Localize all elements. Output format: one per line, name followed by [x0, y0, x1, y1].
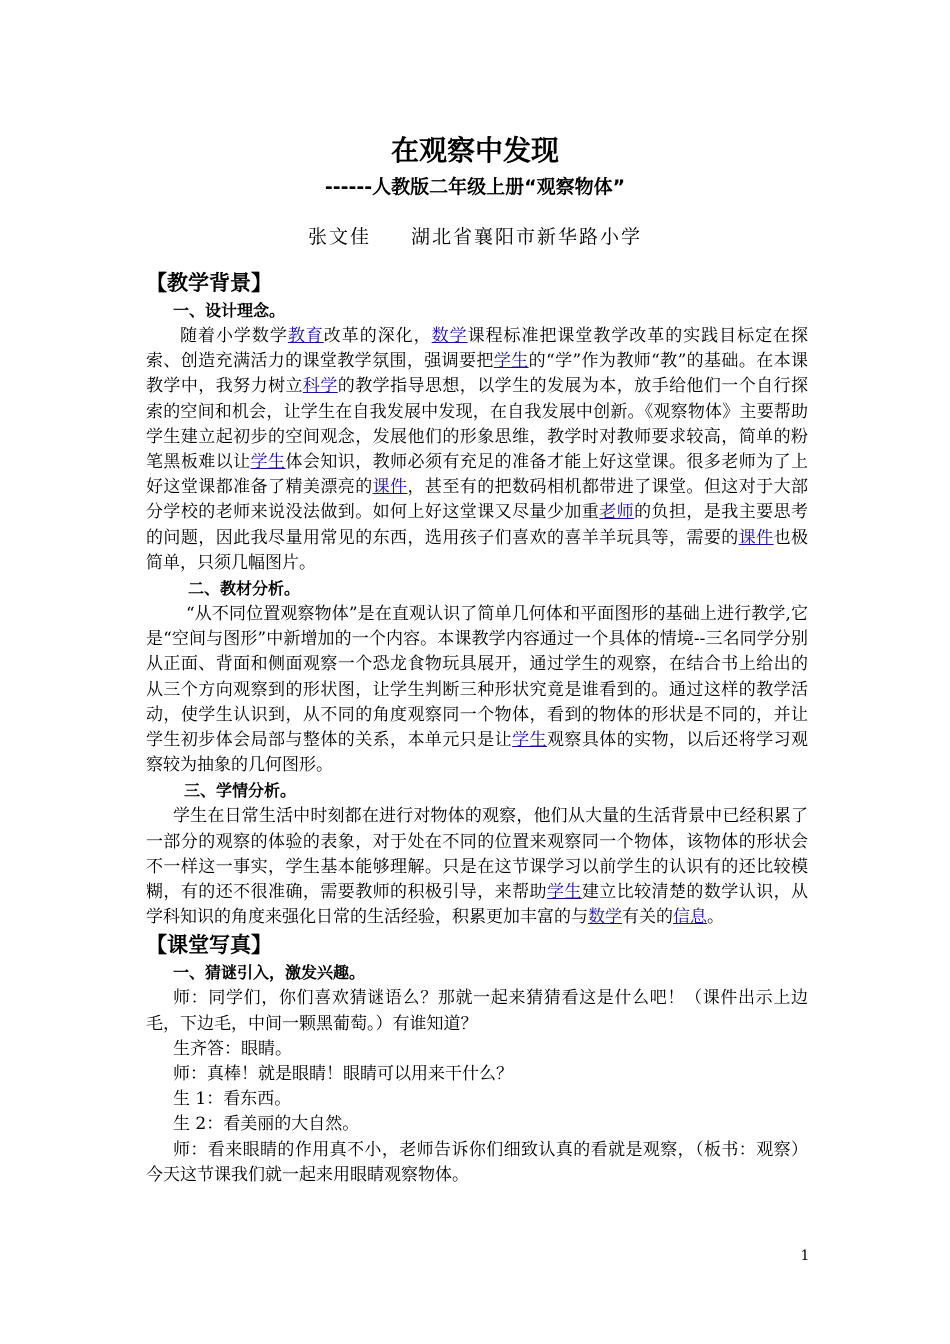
paragraph-design-concept: 随着小学数学教育改革的深化，数学课程标准把课堂教学改革的实践目标定在探索、创造充满活力的课堂教学氛围，强调要把学生的“学”作为教师“教”的基础。在本课教学中，我努力树立科学的教学指导思想，以学生的发展为本，放手给他们一个自行探索的空间和机会，让学生在自我发展中发现，在自我发展中创新。《观察物体》主要帮助学生建立起初步的空间观念，发展他们的形象思维，教学时对教师要求较高，简单的粉笔黑板难以让学生体会知识，教师必须有充足的准备才能上好这堂课。很多老师为了上好这堂课都准备了精美漂亮的课件，甚至有的把数码相机都带进了课堂。但这对于大部分学校的老师来说没法做到。如何上好这堂课又尽量少加重老师的负担，是我主要思考的问题，因此我尽量用常见的东西，选用孩子们喜欢的喜羊羊玩具等，需要的课件也极简单，只须几幅图片。: [146, 326, 809, 573]
author-school: 湖北省襄阳市新华路小学: [411, 226, 643, 248]
page-number: 1: [800, 1248, 810, 1264]
link-student[interactable]: 学生: [493, 351, 529, 372]
link-courseware[interactable]: 课件: [372, 477, 408, 498]
dialogue-line: 生 1：看东西。: [173, 1089, 292, 1110]
link-math[interactable]: 数学: [588, 907, 622, 928]
link-student[interactable]: 学生: [250, 452, 286, 473]
document-subtitle: ------人教版二年级上册“观察物体”: [324, 176, 626, 198]
link-information[interactable]: 信息: [673, 907, 707, 928]
dialogue-line: 师：同学们，你们喜欢猜谜语么？那就一起来猜猜看这是什么吧！（课件出示上边毛，下边毛，中间一颗黑葡萄。）有谁知道？: [146, 988, 808, 1034]
subheading-design-concept: 一、设计理念。: [173, 301, 286, 320]
link-student[interactable]: 学生: [546, 882, 582, 903]
dialogue-line: 生 2：看美丽的大自然。: [173, 1114, 360, 1135]
subheading-textbook-analysis: 二、教材分析。: [188, 579, 301, 599]
dialogue-line: 师：看来眼睛的作用真不小，老师告诉你们细致认真的看就是观察，（板书：观察）今天这节课我们就一起来用眼睛观察物体。: [146, 1139, 808, 1185]
author-name: 张文佳: [307, 226, 371, 248]
paragraph-student-analysis: 学生在日常生活中时刻都在进行对物体的观察，他们从大量的生活背景中已经积累了一部分的观察的体验的表象，对于处在不同的位置来观察同一个物体，该物体的形状会不一样这一事实，学生基本能够理解。只是在这节课学习以前学生的认识有的还比较模糊，有的还不很准确，需要教师的积极引导，来帮助学生建立比较清楚的数学认识，从学科知识的角度来强化日常的生活经验，积累更加丰富的与数学有关的信息。: [146, 806, 809, 928]
subheading-riddle-intro: 一、猜谜引入，激发兴趣。: [173, 963, 366, 983]
link-teacher[interactable]: 老师: [599, 502, 635, 523]
dialogue-line: 师：真棒！就是眼睛！眼睛可以用来干什么？: [173, 1064, 513, 1085]
document-body: [146, 268, 808, 1188]
link-student[interactable]: 学生: [512, 730, 547, 751]
link-science[interactable]: 科学: [302, 376, 338, 397]
dialogue-line: 生齐答：眼睛。: [173, 1038, 292, 1059]
author-line: [0, 224, 950, 250]
subheading-student-analysis: 三、学情分析。: [184, 781, 297, 801]
link-courseware[interactable]: 课件: [738, 527, 774, 548]
paragraph-textbook-analysis: “从不同位置观察物体”是在直观认识了简单几何体和平面图形的基础上进行教学,它是“空间与图形”中新增加的一个内容。本课教学内容通过一个具体的情境--三名同学分别从正面、背面和侧面观察一个恐龙食物玩具展开，通过学生的观察，在结合书上给出的从三个方向观察到的形状图，让学生判断三种形状究竟是谁看到的。通过这样的教学活动，使学生认识到，从不同的角度观察同一个物体，看到的物体的形状是不同的，并让学生初步体会局部与整体的关系，本单元只是让学生观察具体的实物，以后还将学习观察较为抽象的几何图形。: [146, 604, 809, 776]
section-heading-classroom: 【课堂写真】: [146, 933, 272, 958]
section-heading-background: 【教学背景】: [146, 271, 272, 295]
document-title: 在观察中发现: [390, 134, 559, 167]
link-education[interactable]: 教育: [287, 326, 324, 346]
link-math[interactable]: 数学: [431, 326, 468, 346]
